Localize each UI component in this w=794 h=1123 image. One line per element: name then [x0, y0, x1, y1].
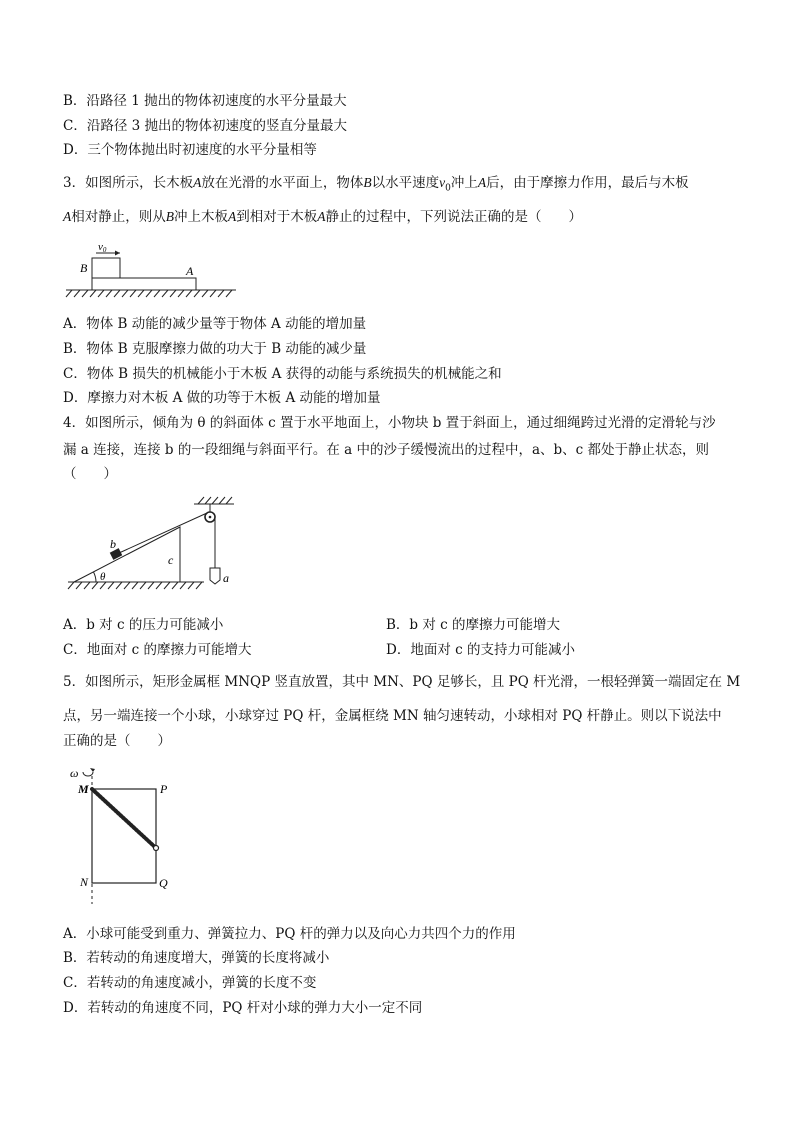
q4-option-A: A．b 对 c 的压力可能减小: [63, 617, 224, 633]
q5-stem-line1: 5．如图所示，矩形金属框 MNQP 竖直放置，其中 MN、PQ 足够长，且 PQ 杆光滑，一根轻弹簧一端固定在 M: [63, 674, 741, 690]
q5-stem-line2: 点，另一端连接一个小球，小球穿过 PQ 杆，金属框绕 MN 轴匀速转动，小球相对 PQ 杆静止。则以下说法中: [63, 708, 722, 724]
label-A: A: [186, 264, 194, 278]
q5-option-D: D．若转动的角速度不同，PQ 杆对小球的弹力大小一定不同: [63, 1000, 423, 1016]
q3-option-B: B．物体 B 克服摩擦力做的功大于 B 动能的减少量: [63, 341, 367, 357]
label-c: c: [168, 553, 174, 567]
option-B-prev: B．沿路径 1 抛出的物体初速度的水平分量最大: [63, 93, 347, 109]
label-v0: v0: [98, 241, 107, 254]
label-b: b: [110, 537, 116, 551]
q3-stem-line1: 3．如图所示，长木板A放在光滑的水平面上，物体B以水平速度$v_0$冲上A后，由于摩擦力作用，最后与木板: [63, 175, 689, 194]
q3-option-A: A．物体 B 动能的减少量等于物体 A 动能的增加量: [63, 316, 367, 332]
q3-option-C: C．物体 B 损失的机械能小于木板 A 获得的动能与系统损失的机械能之和: [63, 366, 502, 382]
frame-MNQP: [92, 789, 156, 883]
label-theta: θ: [100, 571, 106, 583]
q3-option-D: D．摩擦力对木板 A 做的功等于木板 A 动能的增加量: [63, 390, 381, 406]
label-M: M: [78, 782, 89, 796]
ball: [154, 846, 159, 851]
q5-option-A: A．小球可能受到重力、弹簧拉力、PQ 杆的弹力以及向心力共四个力的作用: [63, 926, 516, 942]
q3-stem-line2: A相对静止，则从B冲上木板A到相对于木板A静止的过程中，下列说法正确的是（ ）: [63, 209, 582, 225]
q5-figure: [70, 764, 190, 912]
label-Q: Q: [159, 876, 168, 890]
sand-funnel-a: [210, 568, 220, 584]
label-N: N: [80, 875, 89, 889]
q5-option-B: B．若转动的角速度增大，弹簧的长度将减小: [63, 950, 330, 966]
q4-stem-line3: （ ）: [63, 466, 117, 482]
ground-hatch: [66, 290, 236, 297]
q4-figure: [64, 494, 244, 594]
option-D-prev: D．三个物体抛出时初速度的水平分量相等: [63, 142, 317, 158]
pulley-center: [209, 516, 212, 519]
label-P: P: [160, 782, 168, 796]
q4-option-D: D．地面对 c 的支持力可能减小: [386, 642, 575, 658]
incline-c: [74, 527, 180, 582]
q5-option-C: C．若转动的角速度减小，弹簧的长度不变: [63, 975, 317, 991]
q4-stem-line1: 4．如图所示，倾角为 θ 的斜面体 c 置于水平地面上，小物块 b 置于斜面上，通过细绳跨过光滑的定滑轮与沙: [63, 415, 716, 431]
label-a: a: [223, 571, 229, 585]
label-B: B: [80, 261, 88, 275]
q3-figure: [66, 238, 236, 300]
block-B: [92, 258, 120, 278]
q5-stem-line3: 正确的是（ ）: [63, 733, 171, 749]
q4-stem-line2: 漏 a 连接，连接 b 的一段细绳与斜面平行。在 a 中的沙子缓慢流出的过程中，a、b、c 都处于静止状态，则: [63, 442, 710, 458]
option-C-prev: C．沿路径 3 抛出的物体初速度的竖直分量最大: [63, 118, 348, 134]
label-omega: ω: [70, 766, 79, 780]
q4-option-B: B．b 对 c 的摩擦力可能增大: [386, 617, 560, 633]
board-A: [92, 278, 196, 290]
q4-option-C: C．地面对 c 的摩擦力可能增大: [63, 642, 252, 658]
rotation-arrow-icon: [83, 772, 93, 776]
ground-hatch-4: [68, 582, 204, 589]
velocity-arrowhead: [115, 251, 120, 256]
ceiling-hatch: [194, 497, 234, 504]
